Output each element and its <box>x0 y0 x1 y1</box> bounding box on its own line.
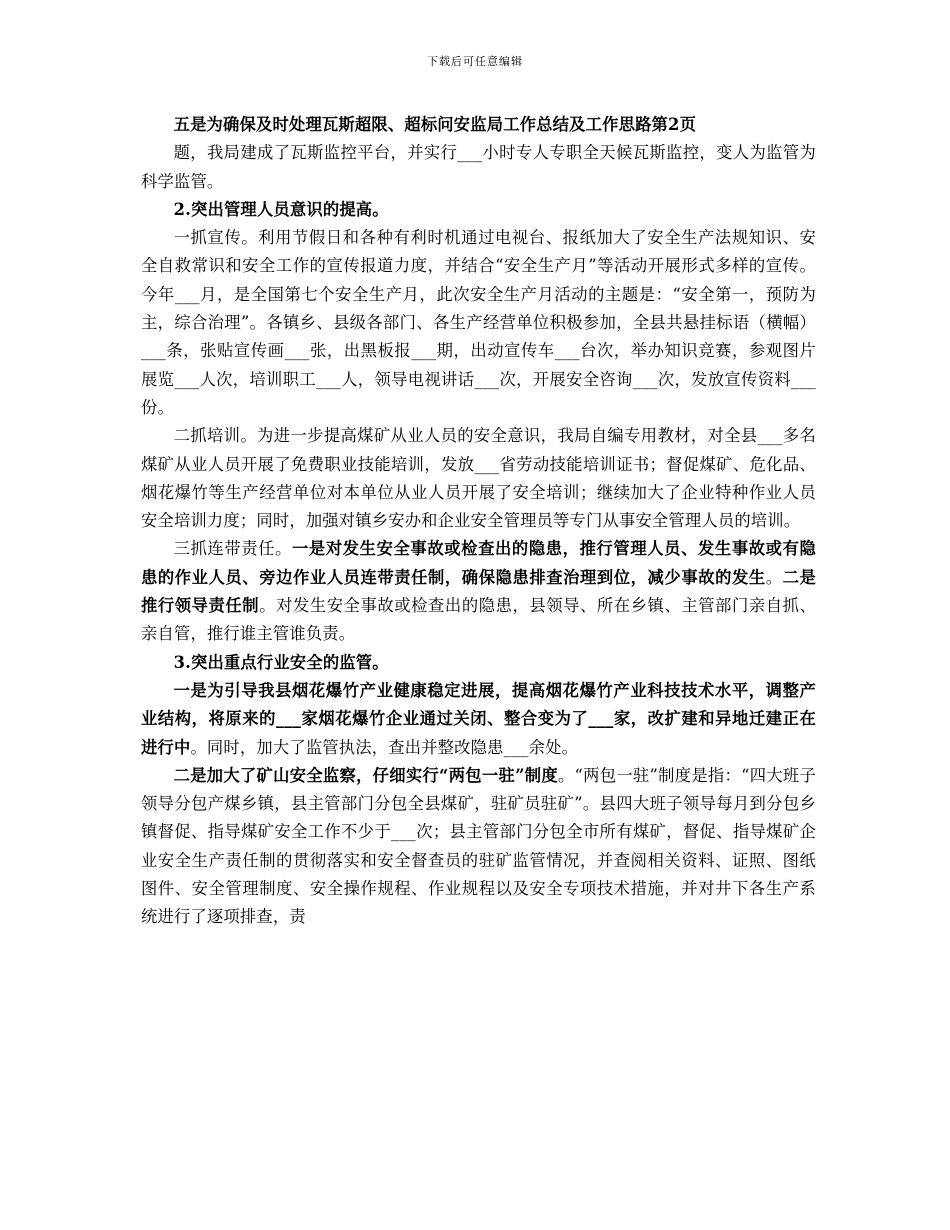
text-run: 。对发生安全事故或检查出的隐患，县领导、所在乡镇、主管部门亲自抓、亲自管，推行谁主管谁负责。 <box>141 596 816 644</box>
text-run: 一抓宣传。利用节假日和各种有利时机通过电视台、报纸加大了安全生产法规知识、安全自救常识和安全工作的宣传报道力度，并结合“安全生产月”等活动开展形式多样的宣传。今年___月，是全国第七个安全生产月，此次安全生产月活动的主题是：“安全第一，预防为主，综合治理”。各镇乡、县级各部门、各生产经营单位积极参加，全县共悬挂标语（横幅）___条，张贴宣传画___张，出黑板报___期，出动宣传车___台次，举办知识竞赛，参观图片展览___人次，培训职工___人，领导电视讲话___次，开展安全咨询___次，发放宣传资料___份。 <box>141 228 816 417</box>
paragraph-body <box>141 677 816 762</box>
text-run: 2.突出管理人员意识的提高。 <box>173 199 389 219</box>
section-heading <box>141 196 816 224</box>
text-run: 二抓培训。为进一步提高煤矿从业人员的安全意识，我局自编专用教材，对全县___多名煤矿从业人员开展了免费职业技能培训，发放___省劳动技能培训证书；督促煤矿、危化品、烟花爆竹等生产经营单位对本单位从业人员开展了安全培训；继续加大了企业特种作业人员安全培训力度；同时，加强对镇乡安办和企业安全管理员等专门从事安全管理人员的培训。 <box>141 426 816 531</box>
text-run: 三抓连带责任。 <box>173 539 293 559</box>
text-run: 五是为确保及时处理瓦斯超限、超标问安监局工作总结及工作思路第2页 <box>173 115 697 134</box>
text-run-bold: 一是对发生安全事故或检查出的隐患，推行管理人员、发生事故或有隐患的作业人员、旁边作业人员连带责任制，确保隐患排查治理到位，减少事故的发生 <box>141 539 816 587</box>
text-run: 。 <box>765 567 783 587</box>
text-run-bold: 一是为引导我县烟花爆竹产业健康稳定进展，提高烟花爆竹产业科技技术水平，调整产业结构，将原来的___家烟花爆竹企业通过关闭、整合变为了___家，改扩建和异地迁建正在进行中 <box>141 680 816 757</box>
page-header-note: 下载后可任意编辑 <box>427 55 523 68</box>
text-run-bold: 二是加大了矿山安全监察，仔细实行“两包一驻”制度 <box>173 765 558 785</box>
paragraph-body <box>141 139 816 196</box>
text-run: 3.突出重点行业安全的监管。 <box>173 652 389 672</box>
document-body <box>141 111 816 932</box>
text-run: 。同时，加大了监管执法，查出并整改隐患___余处。 <box>190 737 579 757</box>
paragraph-title <box>141 111 816 139</box>
section-heading <box>141 649 816 677</box>
text-run-bold: 二是推行领导责任制 <box>141 567 817 616</box>
paragraph-body <box>141 224 816 422</box>
paragraph-body <box>141 422 816 535</box>
paragraph-body <box>141 762 816 932</box>
text-run: 题，我局建成了瓦斯监控平台，并实行___小时专人专职全天候瓦斯监控，变人为监管为科学监管。 <box>141 143 816 191</box>
text-run: 。“两包一驻”制度是指：“四大班子领导分包产煤乡镇，县主管部门分包全县煤矿，驻矿员驻矿”。县四大班子领导每月到分包乡镇督促、指导煤矿安全工作不少于___次；县主管部门分包全市所有煤矿，督促、指导煤矿企业安全生产责任制的贯彻落实和安全督查员的驻矿监管情况，并查阅相关资料、证照、图纸图件、安全管理制度、安全操作规程、作业规程以及安全专项技术措施，并对井下各生产系统进行了逐项排查，责 <box>141 765 816 927</box>
paragraph-body <box>141 535 816 648</box>
